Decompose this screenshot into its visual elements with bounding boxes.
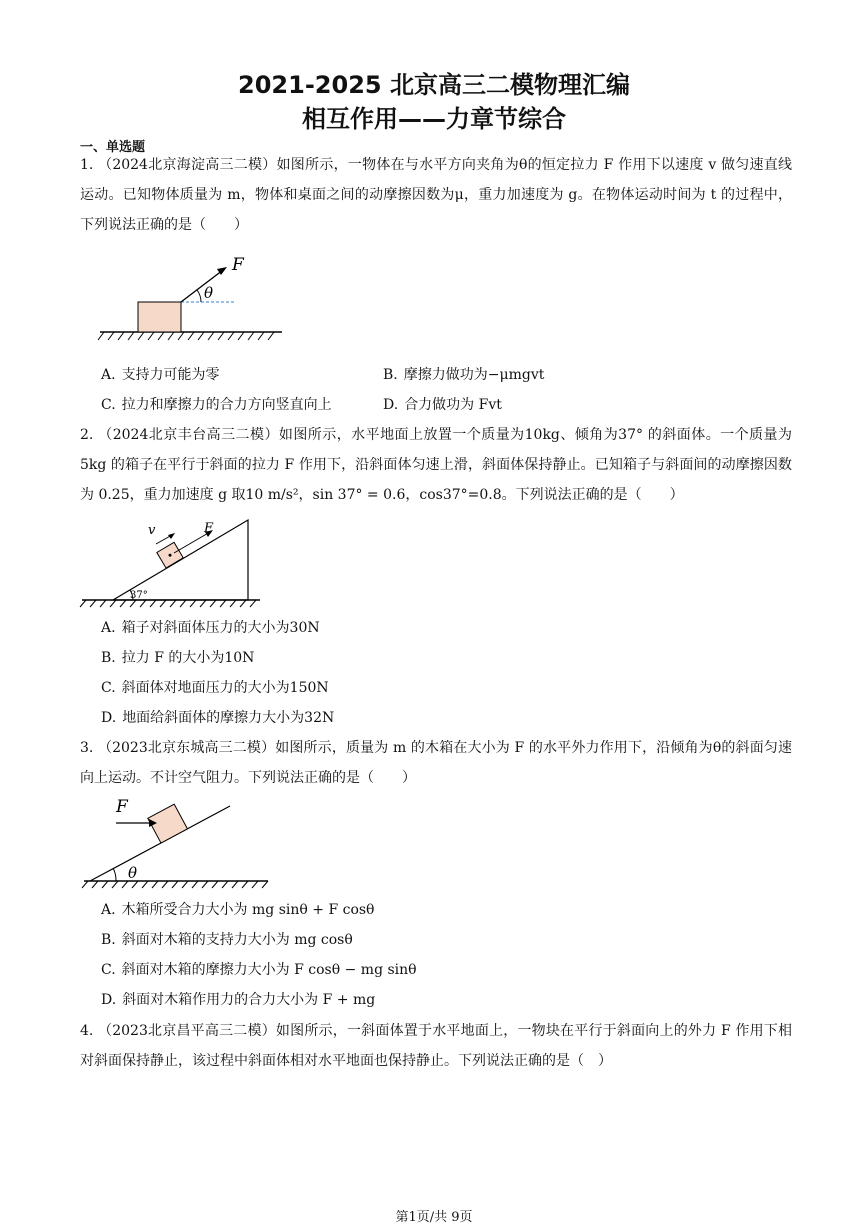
question-3-figure [80, 792, 276, 892]
page-footer: 第1页/共 9页 [395, 1210, 473, 1225]
question-1-stem: 1. （2024北京海淀高三二模）如图所示，一物体在与水平方向夹角为θ的恒定拉力 F 作用下以速度 v 做匀速直线运动。已知物体质量为 m，物体和桌面之间的动摩擦因数为μ，重力加速度为 g。在物体运动时间为 t 的过程中，下列说法正确的是（ ） [80, 157, 792, 233]
force-label: F [204, 521, 214, 536]
question-2-option-c[interactable]: C. 斜面体对地面压力的大小为150N [101, 680, 329, 696]
force-label: F [232, 255, 244, 275]
question-2-option-a[interactable]: A. 箱子对斜面体压力的大小为30N [101, 620, 320, 636]
question-3-option-d[interactable]: D. 斜面对木箱作用力的合力大小为 F + mg [101, 992, 376, 1008]
question-1-option-b[interactable]: B. 摩擦力做功为−μmgvt [383, 367, 545, 383]
question-1-option-c[interactable]: C. 拉力和摩擦力的合力方向竖直向上 [101, 397, 332, 413]
question-4-stem: 4. （2023北京昌平高三二模）如图所示，一斜面体置于水平地面上，一物块在平行于斜面向上的外力 F 作用下相对斜面保持静止，该过程中斜面体相对水平地面也保持静止。下列说法正确的是（ ） [80, 1023, 792, 1069]
question-2-option-b[interactable]: B. 拉力 F 的大小为10N [101, 650, 255, 666]
question-1-option-d[interactable]: D. 合力做功为 Fvt [383, 397, 502, 413]
question-3-option-a[interactable]: A. 木箱所受合力大小为 mg sinθ + F cosθ [101, 902, 375, 918]
angle-label: θ [204, 284, 214, 302]
angle-label: θ [128, 864, 138, 882]
question-1-figure [96, 250, 296, 350]
box [157, 542, 183, 568]
ground-hatching [98, 332, 274, 340]
force-label: F [116, 797, 128, 817]
document-title-line1: 2021-2025 北京高三二模物理汇编 [238, 71, 630, 99]
question-1-option-a[interactable]: A. 支持力可能为零 [101, 367, 220, 383]
question-3-option-b[interactable]: B. 斜面对木箱的支持力大小为 mg cosθ [101, 932, 353, 948]
ground-hatching [82, 881, 268, 888]
question-2-stem: 2. （2024北京丰台高三二模）如图所示，水平地面上放置一个质量为10kg、倾角为37° 的斜面体。一个质量为5kg 的箱子在平行于斜面的拉力 F 作用下，沿斜面体匀速上滑，斜面体保持静止。已知箱子与斜面间的动摩擦因数为 0.25，重力加速度 g 取10 m/s²，sin 37° = 0.6，cos37°=0.8。下列说法正确的是（ ） [80, 427, 792, 503]
question-2-figure [78, 514, 268, 610]
question-2-option-d[interactable]: D. 地面给斜面体的摩擦力大小为32N [101, 710, 335, 726]
force-arrow [181, 270, 223, 302]
block [138, 302, 181, 332]
question-3-option-c[interactable]: C. 斜面对木箱的摩擦力大小为 F cosθ − mg sinθ [101, 962, 417, 978]
section-heading: 一、单选题 [80, 140, 146, 155]
angle-label: 37° [130, 590, 148, 601]
document-title-line2: 相互作用——力章节综合 [302, 105, 566, 133]
velocity-label: v [148, 523, 156, 538]
ground-hatching [80, 600, 256, 607]
question-3-stem: 3. （2023北京东城高三二模）如图所示，质量为 m 的木箱在大小为 F 的水平外力作用下，沿倾角为θ的斜面匀速向上运动。不计空气阻力。下列说法正确的是（ ） [80, 740, 792, 786]
